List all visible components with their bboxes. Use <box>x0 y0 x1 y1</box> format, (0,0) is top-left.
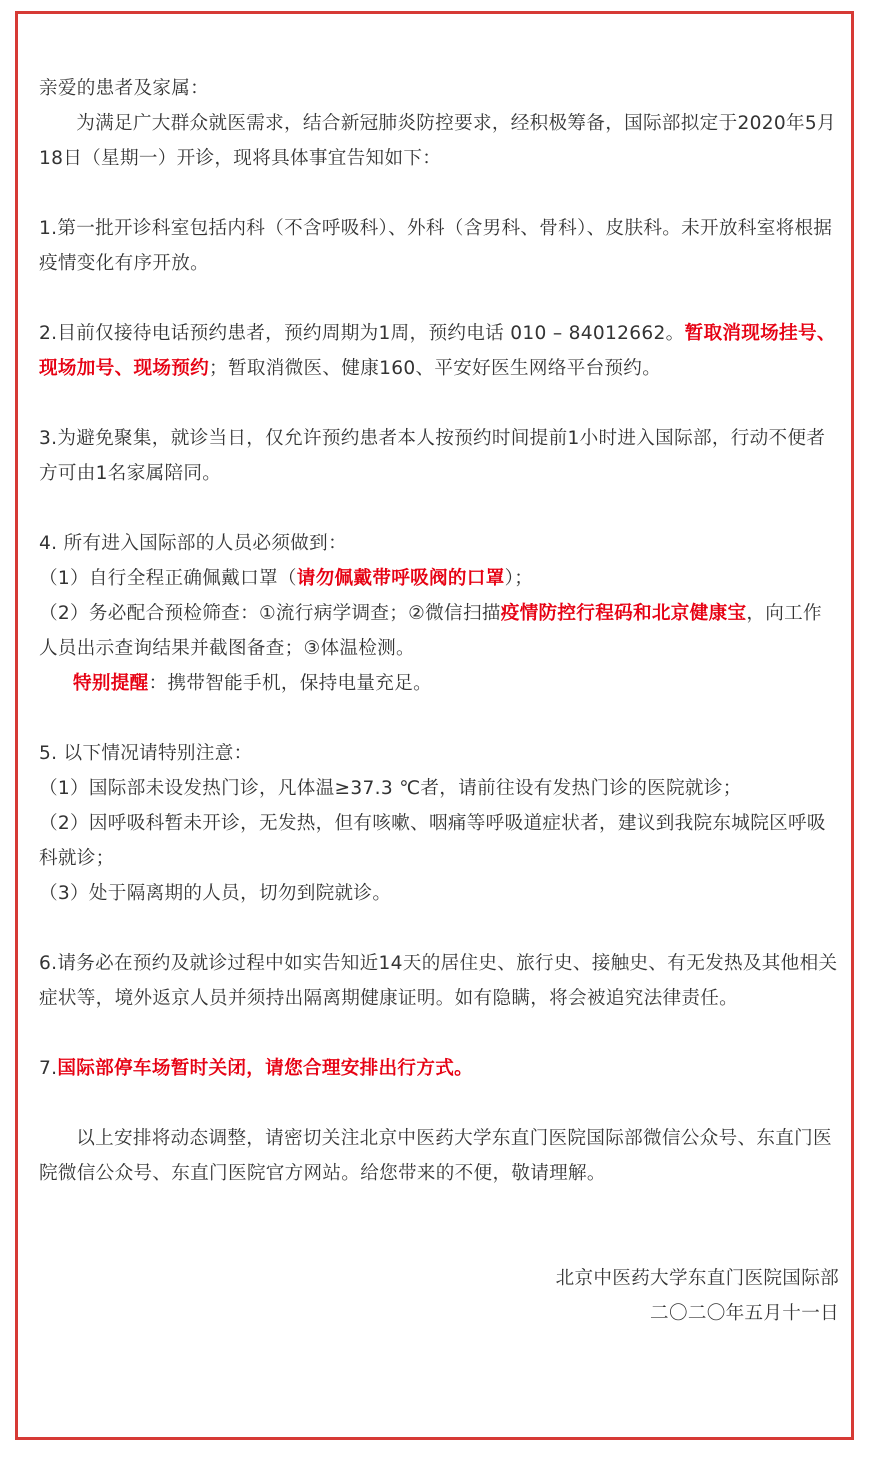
item-2 <box>39 316 839 386</box>
item-2-text-after: ；暂取消微医、健康160、平安好医生网络平台预约。 <box>209 358 662 379</box>
item-4-title: 4. 所有进入国际部的人员必须做到： <box>39 533 347 554</box>
signature-org: 北京中医药大学东直门医院国际部 <box>555 1268 839 1289</box>
item-5-sub-2: （2）因呼吸科暂未开诊，无发热，但有咳嗽、咽痛等呼吸道症状者，建议到我院东城院区呼吸科就诊； <box>39 813 826 869</box>
item-4-sub-1-text-after: ）； <box>504 568 534 589</box>
item-3: 3.为避免聚集，就诊当日，仅允许预约患者本人按预约时间提前1小时进入国际部，行动不便者方可由1名家属陪同。 <box>39 428 826 484</box>
item-1: 1.第一批开诊科室包括内科（不含呼吸科）、外科（含男科、骨科）、皮肤科。未开放科室将根据疫情变化有序开放。 <box>39 218 833 274</box>
item-7-number: 7. <box>39 1058 58 1079</box>
signature-date: 二〇二〇年五月十一日 <box>650 1303 839 1324</box>
item-2-text: 2.目前仅接待电话预约患者，预约周期为1周，预约电话 010 – 84012662。 <box>39 323 685 344</box>
intro-paragraph: 为满足广大群众就医需求，结合新冠肺炎防控要求，经积极筹备，国际部拟定于2020年5月18日（星期一）开诊，现将具体事宜告知如下： <box>39 113 836 169</box>
item-4-sub-2-text-after: ，向工作人员出示查询结果并截图备查；③体温检测。 <box>39 603 822 659</box>
item-6: 6.请务必在预约及就诊过程中如实告知近14天的居住史、旅行史、接触史、有无发热及其他相关症状等，境外返京人员并须持出隔离期健康证明。如有隐瞒，将会被追究法律责任。 <box>39 953 838 1009</box>
item-4-sub-2-highlight: 疫情防控行程码和北京健康宝 <box>500 603 747 624</box>
item-2-highlight: 暂取消现场挂号、现场加号、现场预约 <box>39 323 836 379</box>
item-5-sub-1: （1）国际部未设发热门诊，凡体温≥37.3 ℃者，请前往设有发热门诊的医院就诊； <box>39 778 742 799</box>
reminder-label: 特别提醒 <box>73 673 149 694</box>
notice-frame <box>15 11 854 1440</box>
item-4-sub-2 <box>39 596 839 666</box>
item-4-sub-1 <box>39 561 839 596</box>
item-4-sub-1-highlight: 请勿佩戴带呼吸阀的口罩 <box>296 568 505 589</box>
item-7-highlight: 国际部停车场暂时关闭，请您合理安排出行方式。 <box>57 1058 474 1079</box>
item-5-sub-3: （3）处于隔离期的人员，切勿到院就诊。 <box>39 883 392 904</box>
item-5-title: 5. 以下情况请特别注意： <box>39 743 253 764</box>
reminder-text: ：携带智能手机，保持电量充足。 <box>148 673 432 694</box>
closing-paragraph: 以上安排将动态调整，请密切关注北京中医药大学东直门医院国际部微信公众号、东直门医院微信公众号、东直门医院官方网站。给您带来的不便，敬请理解。 <box>39 1128 832 1184</box>
item-4-reminder <box>39 666 839 701</box>
notice-body <box>39 71 839 1331</box>
item-7 <box>39 1051 839 1086</box>
item-4-sub-2-text: （2）务必配合预检筛查：①流行病学调查；②微信扫描 <box>39 603 501 624</box>
item-4-sub-1-text: （1）自行全程正确佩戴口罩（ <box>39 568 297 589</box>
greeting: 亲爱的患者及家属： <box>39 78 210 99</box>
